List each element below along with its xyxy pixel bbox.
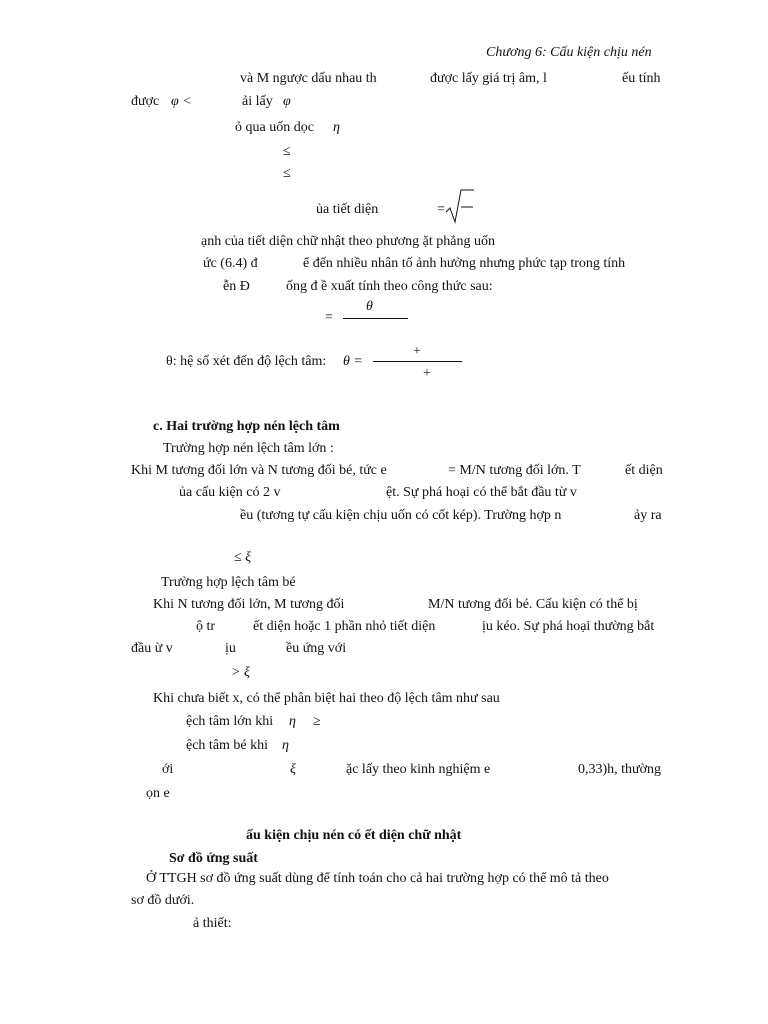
chapter-header: Chương 6: Cấu kiện chịu nén	[486, 45, 652, 60]
math-symbol: ≥	[313, 714, 321, 729]
text-fragment: ỏ qua uốn dọc	[235, 120, 314, 135]
formula-equals: =	[325, 310, 333, 325]
text-fragment: ọn e	[146, 786, 170, 801]
text-fragment: ều ứng với	[286, 641, 347, 656]
text-fragment: ủa cấu kiện có 2 v	[179, 485, 281, 500]
sqrt-icon	[445, 188, 475, 224]
text-fragment: ủa tiết diện	[316, 202, 379, 217]
text-fragment: ịu	[225, 641, 236, 656]
subsection-title: Trường hợp nén lệch tâm lớn :	[163, 441, 334, 456]
text-fragment: M/N tương đối bé. Cấu kiện có thể bị	[428, 597, 638, 612]
subsection-title: Trường hợp lệch tâm bé	[161, 575, 296, 590]
text-fragment: 0,33)h, thường	[578, 762, 662, 777]
fraction-bar	[373, 361, 462, 362]
text-fragment: ệt. Sự phá hoại có thể bắt đầu từ v	[386, 485, 577, 500]
text-fragment: = M/N tương đối lớn. T	[448, 463, 581, 478]
math-symbol: +	[423, 366, 431, 381]
text-fragment: ịu kéo. Sự phá hoại thường bắt	[482, 619, 655, 634]
text-fragment: ống đ ề xuất tính theo công thức sau:	[286, 279, 493, 294]
condition-formula: > ξ	[231, 665, 250, 680]
formula-theta: θ	[366, 299, 373, 314]
math-fragment: θ =	[343, 354, 363, 369]
text-fragment: ể đến nhiều nhân tố ảnh hưởng nhưng phức tạp trong tính	[303, 256, 626, 271]
text-fragment: ết diện hoặc 1 phần nhỏ tiết diện	[253, 619, 436, 634]
text-fragment: Khi N tương đối lớn, M tương đối	[153, 597, 345, 612]
text-fragment: θ: hệ số xét đến độ lệch tâm:	[166, 354, 327, 369]
section-title: c. Hai trường hợp nén lệch tâm	[153, 419, 340, 434]
paragraph-line: Ở TTGH sơ đồ ứng suất dùng để tính toán cho cả hai trường hợp có thể mô tả theo	[146, 871, 609, 886]
subsection-title: Sơ đồ ứng suất	[169, 851, 258, 866]
math-symbol: ξ	[290, 762, 296, 777]
math-symbol: ≤	[283, 166, 291, 181]
math-symbol: φ	[283, 94, 291, 109]
text-fragment: ễn Đ	[223, 279, 250, 294]
math-symbol: +	[413, 344, 421, 359]
condition-formula: ≤ ξ	[234, 550, 252, 565]
text-fragment: Khi M tương đối lớn và N tương đối bé, tức e	[131, 463, 387, 478]
paragraph-line: ả thiết:	[193, 916, 232, 931]
paragraph-line: sơ đồ dưới.	[131, 893, 195, 908]
math-symbol: =	[437, 202, 445, 217]
text-fragment: ức (6.4) đ	[203, 256, 258, 271]
text-fragment: ặc lấy theo kinh nghiệm e	[346, 762, 491, 777]
section-title: ấu kiện chịu nén có ết diện chữ nhật	[246, 828, 462, 843]
text-fragment: ệch tâm bé khi	[186, 738, 269, 753]
text-fragment: ếu tính	[622, 71, 661, 86]
math-fragment: φ <	[171, 94, 192, 109]
text-fragment: ới	[162, 762, 174, 777]
text-fragment: được lấy giá trị âm, l	[430, 71, 547, 86]
math-symbol: η	[289, 714, 296, 729]
text-fragment: ệch tâm lớn khi	[186, 714, 274, 729]
text-fragment: và M ngược dấu nhau th	[240, 71, 377, 86]
math-symbol: η	[333, 120, 340, 135]
text-fragment: đầu ừ v	[131, 641, 173, 656]
text-fragment: ộ tr	[196, 619, 216, 634]
text-fragment: được	[131, 94, 160, 109]
math-symbol: ≤	[283, 144, 291, 159]
math-symbol: η	[282, 738, 289, 753]
text-fragment: ải lấy	[242, 94, 273, 109]
text-fragment: Khi chưa biết x, có thể phân biệt hai theo độ lệch tâm như sau	[153, 691, 500, 706]
fraction-bar	[343, 318, 408, 319]
text-fragment: ảy ra	[634, 508, 662, 523]
text-fragment: ều (tương tự cấu kiện chịu uốn có cốt kép). Trường hợp n	[240, 508, 562, 523]
text-fragment: ết diện	[625, 463, 663, 478]
text-fragment: ạnh của tiết diện chữ nhật theo phương ặt phẳng uốn	[201, 234, 495, 249]
